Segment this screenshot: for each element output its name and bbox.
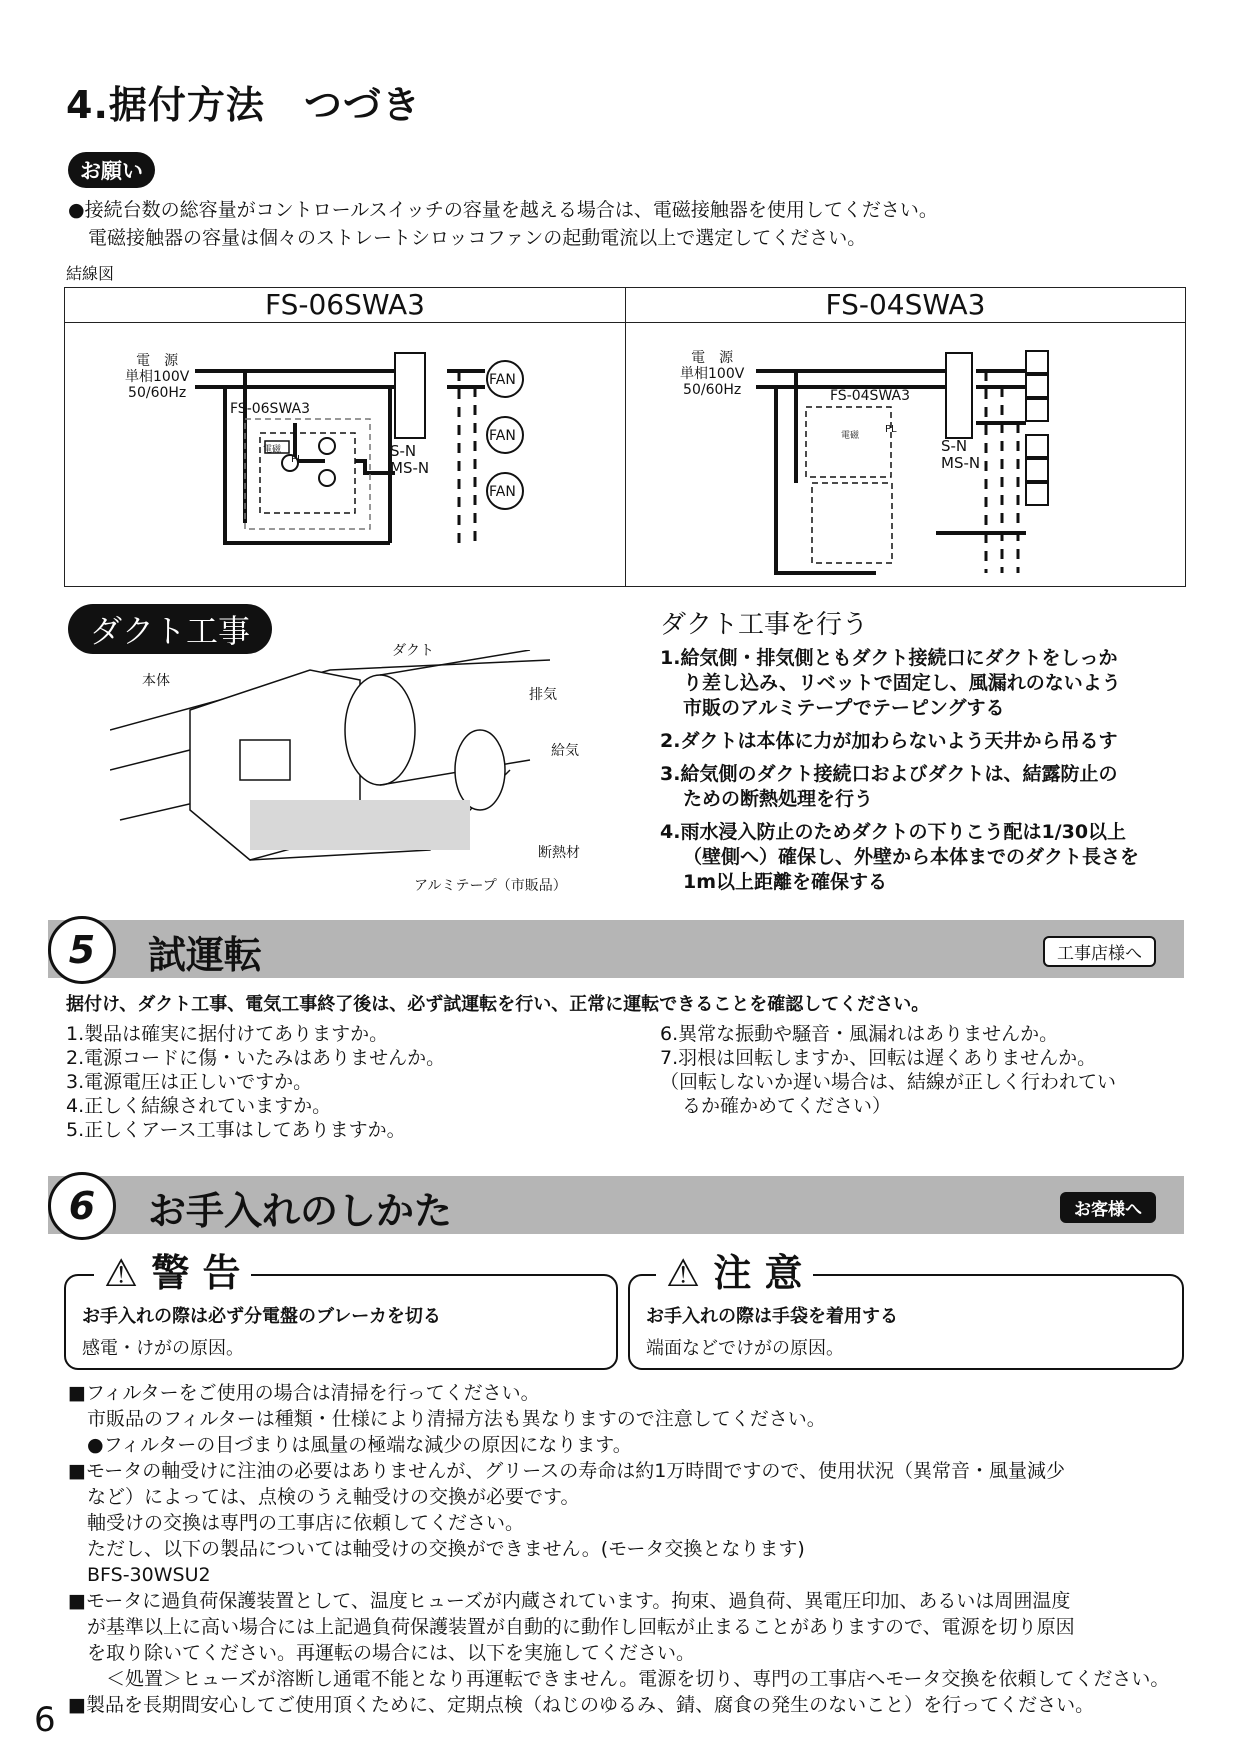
right-src-2: 単相100V (680, 366, 745, 382)
fig-duct: ダクト (392, 643, 434, 659)
section-5-number: 5 (48, 916, 116, 984)
right-src-3: 50/60Hz (683, 382, 742, 398)
checklist-right: 6.異常な振動や騒音・風漏れはありませんか。 7.羽根は回転しますか、回転は遅くありませんか。 （回転しないか遅い場合は、結線が正しく行われてい るか確かめてください） (660, 1023, 1117, 1117)
wiring-table (64, 287, 1186, 587)
duct-illustration (110, 650, 590, 890)
fig-supply: 給気 (551, 743, 579, 759)
left-sn: S-N (390, 442, 417, 460)
left-src-3: 50/60Hz (128, 385, 187, 401)
left-fan-2: FAN (489, 428, 516, 444)
page-heading: 4.据付方法 つづき (66, 83, 421, 127)
wiring-right-title: FS-04SWA3 (626, 288, 1185, 323)
right-model: FS-04SWA3 (830, 388, 911, 404)
caution-title: ⚠ 注 意 (656, 1242, 813, 1297)
caution-line-1: お手入れの際は手袋を着用する (646, 1306, 898, 1327)
fig-exhaust: 排気 (529, 687, 557, 703)
section-5-tag: 工事店様へ (1043, 936, 1156, 967)
notice-label: お願い (68, 152, 155, 188)
left-fan-3: FAN (489, 484, 516, 500)
section-6-tag: お客様へ (1060, 1192, 1156, 1223)
caution-line-2: 端面などでけがの原因。 (646, 1338, 844, 1359)
section-5-lead: 据付け、ダクト工事、電気工事終了後は、必ず試運転を行い、正常に運転できることを確認してください。 (66, 994, 930, 1015)
left-fan-1: FAN (489, 372, 516, 388)
left-pl: PL (291, 454, 303, 465)
left-msn: MS-N (390, 459, 430, 477)
left-model: FS-06SWA3 (230, 401, 311, 417)
duct-label: ダクト工事 (68, 604, 272, 654)
warning-line-1: お手入れの際は必ず分電盤のブレーカを切る (82, 1306, 441, 1327)
right-msn: MS-N (941, 454, 981, 472)
left-src-2: 単相100V (125, 369, 190, 385)
section-5-title: 試運転 (148, 933, 263, 977)
maintenance-text: ■フィルターをご使用の場合は清掃を行ってください。 市販品のフィルターは種類・仕様により清掃方法も異なりますので注意してください。 ●フィルターの目づまりは風量の極端な減少の原因になります。 ■モータの軸受けに注油の必要はありませんが、グリースの寿命は約1万時間ですので、使用状況（異常音・風量減少 など）によっては、点検のうえ軸受けの交換が必要です。 軸受けの交換は専門の工事店に依頼してください。 ただし、以下の製品については軸受けの交換ができません。(モータ交換となります) BFS-30WSU2 ■モータに過負荷保護装置として、温度ヒューズが内蔵されています。拘束、過負荷、異電圧印加、あるいは周囲温度 が基準以上に高い場合には上記過負荷保護装置が自動的に動作し回転が止まることがありますので、電源を切り原因 を取り除いてください。再運転の場合には、以下を実施してください。 ＜処置＞ヒューズが溶断し通電不能となり再運転できません。電源を切り、専門の工事店へモータ交換を依頼してください。 ■製品を長期間安心してご使用頂くために、定期点検（ねじのゆるみ、錆、腐食の発生のないこと）を行ってください。 (68, 1382, 1170, 1716)
left-mag: 電磁 (263, 445, 282, 455)
notice-line-1: ●接続台数の総容量がコントロールスイッチの容量を越える場合は、電磁接触器を使用してください。 (68, 199, 938, 221)
right-sn: S-N (941, 437, 968, 455)
section-6-title: お手入れのしかた (148, 1189, 453, 1233)
fig-insulation: 断熱材 (538, 845, 580, 861)
page-number: 6 (34, 1700, 56, 1740)
right-src-1: 電 源 (691, 350, 734, 366)
section-6-number: 6 (48, 1172, 116, 1240)
fig-tape: アルミテープ（市販品） (414, 878, 567, 894)
left-src-1: 電 源 (136, 353, 179, 369)
wiring-left-title: FS-06SWA3 (65, 288, 625, 323)
warning-line-2: 感電・けがの原因。 (82, 1338, 244, 1359)
checklist-left: 1.製品は確実に据付けてありますか。 2.電源コードに傷・いたみはありませんか。 3.電源電圧は正しいですか。 4.正しく結線されていますか。 5.正しくアース工事はしてありますか。 (66, 1023, 446, 1141)
warning-icon: ⚠ (104, 1251, 139, 1295)
right-pl: PL (885, 424, 897, 435)
fig-body: 本体 (142, 673, 170, 689)
wiring-caption: 結線図 (66, 264, 115, 283)
duct-heading: ダクト工事を行う (660, 610, 869, 640)
warning-title: ⚠ 警 告 (94, 1242, 251, 1297)
section-5-header (48, 920, 1184, 978)
right-mag: 電磁 (841, 431, 860, 441)
caution-icon: ⚠ (666, 1251, 701, 1295)
section-6-header (48, 1176, 1184, 1234)
notice-line-2: 電磁接触器の容量は個々のストレートシロッコファンの起動電流以上で選定してください。 (88, 227, 867, 249)
duct-steps: 1.給気側・排気側ともダクト接続口にダクトをしっか り差し込み、リベットで固定し、風漏れのないよう 市販のアルミテープでテーピングする 2.ダクトは本体に力が加わらないよう天井から吊るす 3.給気側のダクト接続口およびダクトは、結露防止の ための断熱処理を行う 4.雨水浸入防止のためダクトの下りこう配は1/30以上 （壁側へ）確保し、外壁から本体までのダクト長さを 1m以上距離を確保する (660, 647, 1140, 893)
